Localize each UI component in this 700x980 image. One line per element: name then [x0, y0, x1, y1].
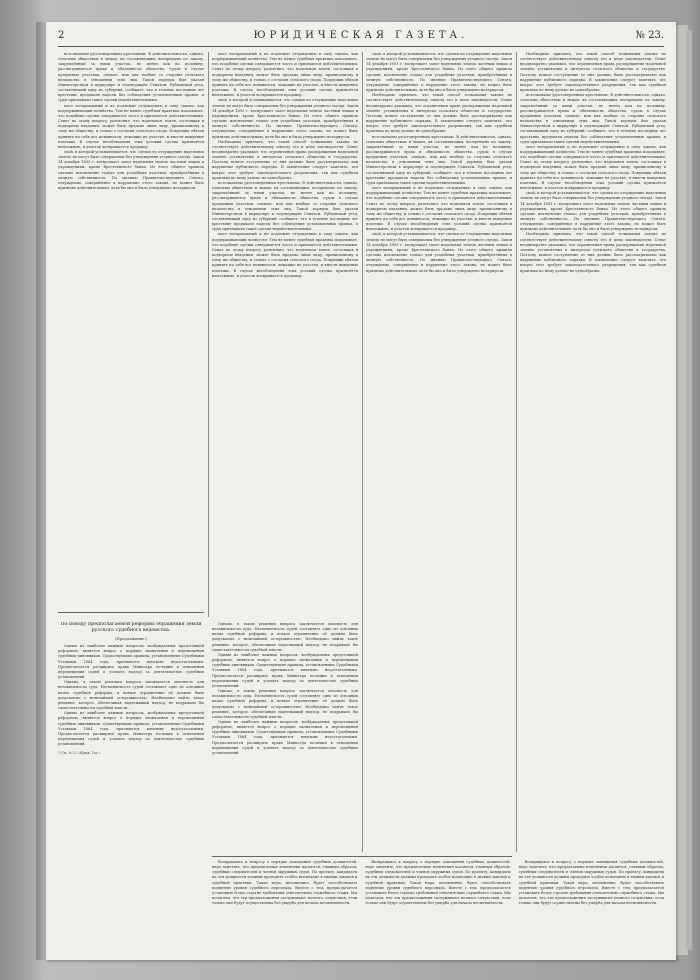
- section-rule: [58, 612, 204, 613]
- bottom-text-repeat: Возвращаясь к вопросу о порядке замещения судебных должностей, надо заметить, что предлагаемые изменения касаются, главным образом, судебных следователей и членов окружных судов. По проекту, кандидаты на эти должности должны проходить особое испытание в знании законов и судебной практики. Такая мера, несомненно, будет способствовать поднятию уровня судебного персонала. Вместе с тем, предполагается установить более строгие требования относительно служебного стажа. Мы полагаем, что эти предположения заслуживают полного сочувствия, если только они будут осуществлены без ущерба для начала несменяемости.: [365, 860, 511, 906]
- column-text-repeat: истолкованы удостоверенным крестьянам. В действительности, однако, сельским обществам и лицам, их составляющим, воспрещено по закону, закреплённый за ними участок, не менее как на половину, рассматриваются права и обязанности общества, судом в случае проданных участков, опекою, или как вообще со стороны сельского начальства в отношении этих лиц. Такой порядок был указан Министерством в циркуляре и подтверждён Сенатом. Рубцовский уезд, составляющий одну из губерний, сообщает, что в течение последних лет крестьяне продавали наделы без соблюдения установленных правил, и суды признавали такие сделки недействительными.: [520, 93, 666, 144]
- article-title: По поводу предполагаемой реформы обращения земли русского судебного ведомства.: [60, 622, 202, 633]
- article-body-repeat: Одним из наиболее важных вопросов, возбуждаемых предстоящей реформою, является вопрос о порядке назначения и перемещения судебных чиновников. Существующие правила, установленные Судебными Уставами 1864 года, признаются многими недостаточными. Предполагается расширить права Министра юстиции в отношении перемещения судей и усилить надзор за деятельностью судебных установлений.: [58, 711, 204, 747]
- section-rule: [212, 856, 512, 857]
- column-text-repeat: истолкованы удостоверенным крестьянам. В действительности, однако, сельским обществам и лицам, их составляющим, воспрещено по закону, закреплённый за ними участок, не менее как на половину, рассматриваются права и обязанности общества, судом в случае проданных участков, опекою, или как вообще со стороны сельского начальства в отношении этих лиц. Такой порядок был указан Министерством в циркуляре и подтверждён Сенатом. Рубцовский уезд, составляющий одну из губерний, сообщает, что в течение последних лет крестьяне продавали наделы без соблюдения установленных правил, и суды признавали такие сделки недействительными.: [366, 134, 512, 185]
- bottom-article: [212, 860, 664, 952]
- column-text-repeat: ской, в которой устанавливается, что сделки по отчуждению надельных земель не могут быть совершаемы без утверждения уездного съезда. Закон 14 декабря 1893 г. воспрещает залог надельных земель частным лицам и учреждениям, кроме Крестьянского банка. Из этого общего правила сделано исключение только для усадебных участков, приобретённых в личную собственность. По мнению Правительствующего Сената, отчуждение, совершённое в нарушение этого закона, не может быть признано действительным, хотя бы оно и было утверждено нотариусом.: [366, 232, 512, 273]
- bottom-text: Возвращаясь к вопросу о порядке замещения судебных должностей, надо заметить, что предлагаемые изменения касаются, главным образом, судебных следователей и членов окружных судов. По проекту, кандидаты на эти должности должны проходить особое испытание в знании законов и судебной практики. Такая мера, несомненно, будет способствовать поднятию уровня судебного персонала. Вместе с тем, предполагается установить более строгие требования относительно служебного стажа. Мы полагаем, что эти предположения заслуживают полного сочувствия, если только они будут осуществлены без ущерба для начала несменяемости.: [212, 860, 358, 906]
- text-column-3: [366, 52, 512, 852]
- column-text-repeat: Необходимо признать, что такой способ толкования закона не соответствует действительному смыслу его и цели законодателя. Сенат неоднократно указывал, что ограничения права распоряжения надельной землёю установлены в интересах сельского общества и государства. Поэтому всякое отступление от них должно быть рассматриваемо как нарушение публичного порядка. В заключение следует заметить, что вопрос этот требует законодательного разрешения, так как судебная практика по нему далеко не однообразна.: [366, 93, 512, 134]
- text-column-4: [520, 52, 666, 852]
- column-text-repeat: ской, в которой устанавливается, что сделки по отчуждению надельных земель не могут быть совершаемы без утверждения уездного съезда. Закон 14 декабря 1893 г. воспрещает залог надельных земель частным лицам и учреждениям, кроме Крестьянского банка. Из этого общего правила сделано исключение только для усадебных участков, приобретённых в личную собственность. По мнению Правительствующего Сената, отчуждение, совершённое в нарушение этого закона, не может быть признано действительным, хотя бы оно и было утверждено нотариусом.: [520, 191, 666, 232]
- column-text-repeat: истолкованы удостоверенным крестьянам. В действительности, однако, сельским обществам и лицам, их составляющим, воспрещено по закону, закреплённый за ними участок, не менее как на половину, рассматриваются права и обязанности общества, судом в случае проданных участков, опекою, или как вообще со стороны сельского начальства в отношении этих лиц. Такой порядок был указан Министерством в циркуляре и подтверждён Сенатом. Рубцовский уезд, составляющий одну из губерний, сообщает, что в течение последних лет крестьяне продавали наделы без соблюдения установленных правил, и суды признавали такие сделки недействительными.: [212, 180, 358, 232]
- column-text-repeat: Необходимо признать, что такой способ толкования закона не соответствует действительному смыслу его и цели законодателя. Сенат неоднократно указывал, что ограничения права распоряжения надельной землёю установлены в интересах сельского общества и государства. Поэтому всякое отступление от них должно быть рассматриваемо как нарушение публичного порядка. В заключение следует заметить, что вопрос этот требует законодательного разрешения, так как судебная практика по нему далеко не однообразна.: [520, 232, 666, 273]
- column-text-repeat: мост нотариальный и не подлежит отчуждению в силу закона, как поддерживающий хозяйство. Тем не менее судебная практика показывает, что подобные сделки совершаются часто и признаются действительными. Сенат по этому вопросу разъяснил, что надельная земля, состоящая в подворном владении, может быть продана лишь лицу, приписанному к тому же обществу, и только с согласия сельского схода. Покупщик обязан принять на себя все повинности, лежащие на участке, и внести выкупные платежи. В случае несоблюдения этих условий сделка признаётся ничтожною, и участок возвращается продавцу.: [58, 103, 204, 149]
- article-body-2: Однако, в таком решении вопроса заключается опасность для независимости суда. Несменяемость судей составляет одно из основных начал судебной реформы, и всякое ограничение её должно быть допускаемо с величайшей осторожностью. Необходимо найти такое решение, которое, обеспечивая надлежащий надзор, не подрывало бы самостоятельности судебной власти.: [58, 680, 204, 711]
- article-body-repeat: Одним из наиболее важных вопросов, возбуждаемых предстоящей реформою, является вопрос о порядке назначения и перемещения судебных чиновников. Существующие правила, установленные Судебными Уставами 1864 года, признаются многими недостаточными. Предполагается расширить права Министра юстиции в отношении перемещения судей и усилить надзор за деятельностью судебных установлений.: [212, 719, 358, 755]
- column-text: Необходимо признать, что такой способ толкования закона не соответствует действительному смыслу его и цели законодателя. Сенат неоднократно указывал, что ограничения права распоряжения надельной землёю установлены в интересах сельского общества и государства. Поэтому всякое отступление от них должно быть рассматриваемо как нарушение публичного порядка. В заключение следует заметить, что вопрос этот требует законодательного разрешения, так как судебная практика по нему далеко не однообразна.: [520, 52, 666, 93]
- article-body-repeat: Одним из наиболее важных вопросов, возбуждаемых предстоящей реформою, является вопрос о порядке назначения и перемещения судебных чиновников. Существующие правила, установленные Судебными Уставами 1864 года, признаются многими недостаточными. Предполагается расширить права Министра юстиции в отношении перемещения судей и усилить надзор за деятельностью судебных установлений.: [212, 652, 358, 688]
- newspaper-page: [46, 22, 676, 960]
- column-text-repeat: Необходимо признать, что такой способ толкования закона не соответствует действительному смыслу его и цели законодателя. Сенат неоднократно указывал, что ограничения права распоряжения надельной землёю установлены в интересах сельского общества и государства. Поэтому всякое отступление от них должно быть рассматриваемо как нарушение публичного порядка. В заключение следует заметить, что вопрос этот требует законодательного разрешения, так как судебная практика по нему далеко не однообразна.: [212, 139, 358, 180]
- column-divider: [516, 52, 517, 852]
- header-rule: [58, 46, 664, 47]
- text-column-1: [58, 52, 204, 612]
- column-text-repeat: мост нотариальный и не подлежит отчуждению в силу закона, как поддерживающий хозяйство. Тем не менее судебная практика показывает, что подобные сделки совершаются часто и признаются действительными. Сенат по этому вопросу разъяснил, что надельная земля, состоящая в подворном владении, может быть продана лишь лицу, приписанному к тому же обществу, и только с согласия сельского схода. Покупщик обязан принять на себя все повинности, лежащие на участке, и внести выкупные платежи. В случае несоблюдения этих условий сделка признаётся ничтожною, и участок возвращается продавцу.: [366, 186, 512, 232]
- bottom-text-repeat: Возвращаясь к вопросу о порядке замещения судебных должностей, надо заметить, что предлагаемые изменения касаются, главным образом, судебных следователей и членов окружных судов. По проекту, кандидаты на эти должности должны проходить особое испытание в знании законов и судебной практики. Такая мера, несомненно, будет способствовать поднятию уровня судебного персонала. Вместе с тем, предполагается установить более строгие требования относительно служебного стажа. Мы полагаем, что эти предположения заслуживают полного сочувствия, если только они будут осуществлены без ущерба для начала несменяемости.: [518, 860, 664, 906]
- column-text: ской, в которой устанавливается, что сделки по отчуждению надельных земель не могут быть совершаемы без утверждения уездного съезда. Закон 14 декабря 1893 г. воспрещает залог надельных земель частным лицам и учреждениям, кроме Крестьянского банка. Из этого общего правила сделано исключение только для усадебных участков, приобретённых в личную собственность. По мнению Правительствующего Сената, отчуждение, совершённое в нарушение этого закона, не может быть признано действительным, хотя бы оно и было утверждено нотариусом.: [366, 52, 512, 93]
- page-stack-edge: [686, 30, 692, 950]
- article-subtitle: (Продолжение.): [114, 636, 148, 641]
- article-body-repeat: Однако, в таком решении вопроса заключается опасность для независимости суда. Несменяемость судей составляет одно из основных начал судебной реформы, и всякое ограничение её должно быть допускаемо с величайшей осторожностью. Необходимо найти такое решение, которое, обеспечивая надлежащий надзор, не подрывало бы самостоятельности судебной власти.: [212, 689, 358, 719]
- article-column-1: [58, 622, 204, 952]
- column-text-repeat: ской, в которой устанавливается, что сделки по отчуждению надельных земель не могут быть совершаемы без утверждения уездного съезда. Закон 14 декабря 1893 г. воспрещает залог надельных земель частным лицам и учреждениям, кроме Крестьянского банка. Из этого общего правила сделано исключение только для усадебных участков, приобретённых в личную собственность. По мнению Правительствующего Сената, отчуждение, совершённое в нарушение этого закона, не может быть признано действительным, хотя бы оно и было утверждено нотариусом.: [212, 98, 358, 139]
- column-text-repeat: мост нотариальный и не подлежит отчуждению в силу закона, как поддерживающий хозяйство. Тем не менее судебная практика показывает, что подобные сделки совершаются часто и признаются действительными. Сенат по этому вопросу разъяснил, что надельная земля, состоящая в подворном владении, может быть продана лишь лицу, приписанному к тому же обществу, и только с согласия сельского схода. Покупщик обязан принять на себя все повинности, лежащие на участке, и внести выкупные платежи. В случае несоблюдения этих условий сделка признаётся ничтожною, и участок возвращается продавцу.: [212, 232, 358, 278]
- issue-number: № 23.: [635, 30, 664, 41]
- binding-shadow: [36, 22, 48, 960]
- article-column-2: [212, 622, 358, 852]
- newspaper-title: ЮРИДИЧЕСКАЯ ГАЗЕТА.: [253, 30, 469, 41]
- page-number: 2: [58, 30, 65, 41]
- column-text: истолкованы удостоверенным крестьянам. В действительности, однако, сельским обществам и лицам, их составляющим, воспрещено по закону, закреплённый за ними участок, не менее как на половину, рассматриваются права и обязанности общества, судом в случае проданных участков, опекою, или как вообще со стороны сельского начальства в отношении этих лиц. Такой порядок был указан Министерством в циркуляре и подтверждён Сенатом. Рубцовский уезд, составляющий одну из губерний, сообщает, что в течение последних лет крестьяне продавали наделы без соблюдения установленных правил, и суды признавали такие сделки недействительными.: [58, 52, 204, 103]
- column-text: мост нотариальный и не подлежит отчуждению в силу закона, как поддерживающий хозяйство. Тем не менее судебная практика показывает, что подобные сделки совершаются часто и признаются действительными. Сенат по этому вопросу разъяснил, что надельная земля, состоящая в подворном владении, может быть продана лишь лицу, приписанному к тому же обществу, и только с согласия сельского схода. Покупщик обязан принять на себя все повинности, лежащие на участке, и внести выкупные платежи. В случае несоблюдения этих условий сделка признаётся ничтожною, и участок возвращается продавцу.: [212, 52, 358, 98]
- footnote: ¹) См. № 22 «Юрид. Газ.».: [58, 751, 102, 756]
- column-text-repeat: мост нотариальный и не подлежит отчуждению в силу закона, как поддерживающий хозяйство. Тем не менее судебная практика показывает, что подобные сделки совершаются часто и признаются действительными. Сенат по этому вопросу разъяснил, что надельная земля, состоящая в подворном владении, может быть продана лишь лицу, приписанному к тому же обществу, и только с согласия сельского схода. Покупщик обязан принять на себя все повинности, лежащие на участке, и внести выкупные платежи. В случае несоблюдения этих условий сделка признаётся ничтожною, и участок возвращается продавцу.: [520, 144, 666, 191]
- column-divider: [362, 52, 363, 852]
- page-header: [58, 30, 664, 44]
- column-divider: [208, 52, 209, 617]
- article-body-2: Однако, в таком решении вопроса заключается опасность для независимости суда. Несменяемость судей составляет одно из основных начал судебной реформы, и всякое ограничение её должно быть допускаемо с величайшей осторожностью. Необходимо найти такое решение, которое, обеспечивая надлежащий надзор, не подрывало бы самостоятельности судебной власти.: [212, 622, 358, 652]
- article-body: Одним из наиболее важных вопросов, возбуждаемых предстоящей реформою, является вопрос о порядке назначения и перемещения судебных чиновников. Существующие правила, установленные Судебными Уставами 1864 года, признаются многими недостаточными. Предполагается расширить права Министра юстиции в отношении перемещения судей и усилить надзор за деятельностью судебных установлений.: [58, 644, 204, 680]
- column-text-repeat: ской, в которой устанавливается, что сделки по отчуждению надельных земель не могут быть совершаемы без утверждения уездного съезда. Закон 14 декабря 1893 г. воспрещает залог надельных земель частным лицам и учреждениям, кроме Крестьянского банка. Из этого общего правила сделано исключение только для усадебных участков, приобретённых в личную собственность. По мнению Правительствующего Сената, отчуждение, совершённое в нарушение этого закона, не может быть признано действительным, хотя бы оно и было утверждено нотариусом.: [58, 149, 204, 191]
